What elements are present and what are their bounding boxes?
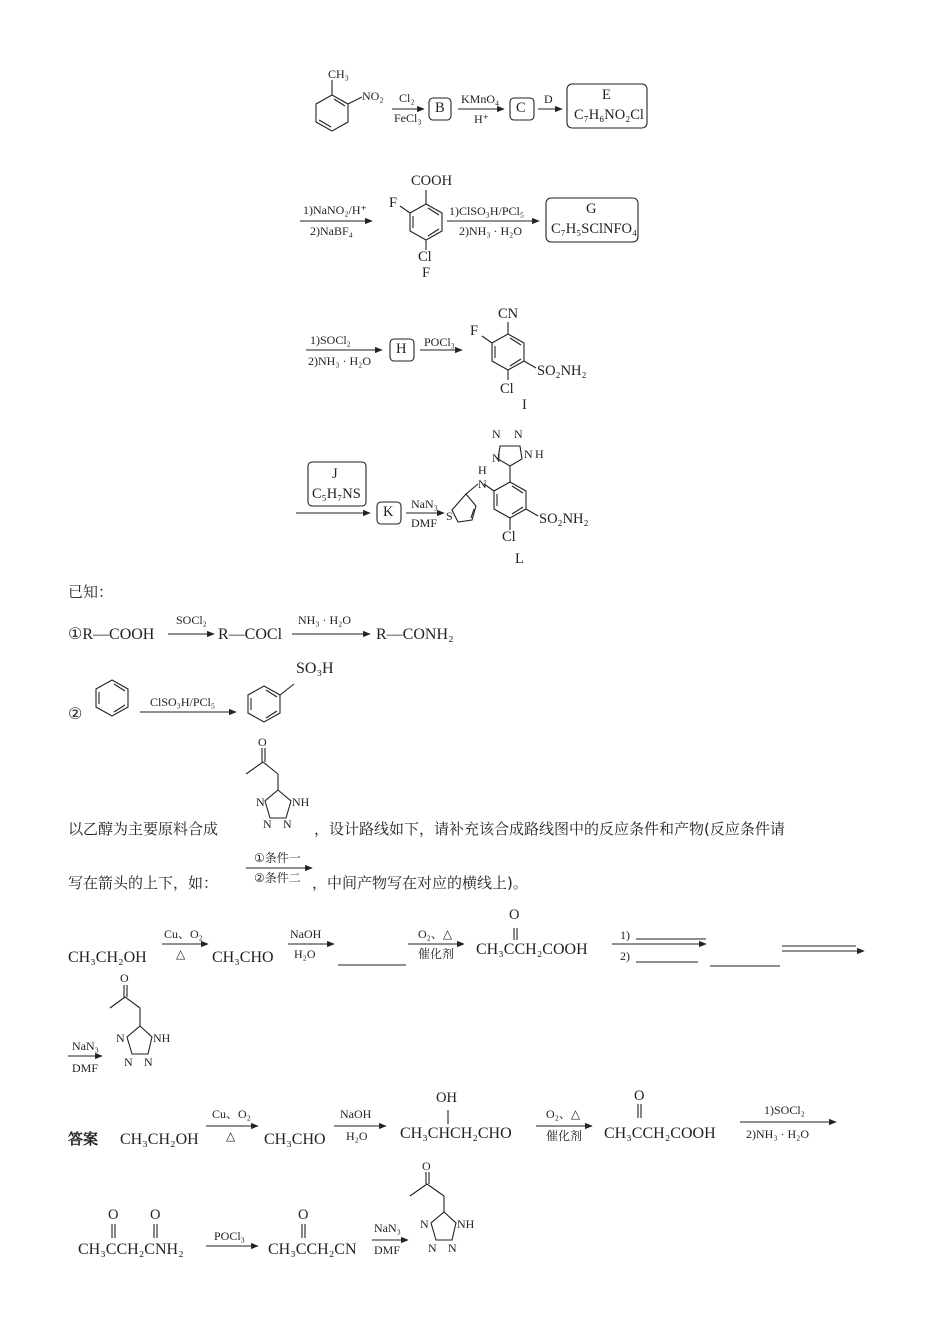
answer-cond-pocl3: POCl₃ (214, 1229, 245, 1243)
blank-ethanol: CH₃CH₂OH (68, 949, 147, 966)
f-label-2: F (389, 195, 398, 211)
blank-tet-o: O (120, 971, 129, 985)
answer-oh: OH (436, 1090, 457, 1106)
answer-keto-acid: CH₃CCH₂COOH (604, 1125, 716, 1142)
known-r1-mid: R—COCl (218, 626, 283, 643)
answer-tet-o: O (422, 1159, 431, 1173)
answer-tet-n3: N (448, 1241, 457, 1255)
cn-label: CN (498, 306, 519, 322)
blank-keto-acid: CH₃CCH₂COOH (476, 941, 588, 958)
answer-label: 答案 (68, 1130, 99, 1148)
cond-fecl3: FeCl₃ (394, 111, 422, 125)
label-b: B (435, 100, 445, 116)
target-o: O (258, 735, 267, 749)
blank-tet-nh: NH (153, 1031, 171, 1045)
amine-h: H (478, 463, 487, 477)
cond-h-plus: H⁺ (474, 112, 489, 126)
example-cond-top: ①条件一 (254, 851, 301, 865)
answer-keto-nitrile: CH₃CCH₂CN (268, 1241, 357, 1258)
answer-cond-socl2: 1)SOCl₂ (764, 1103, 805, 1117)
blank-cond-heat: △ (176, 947, 186, 961)
blank-cond-dmf: DMF (72, 1061, 99, 1075)
known-r2-prefix: ② (68, 706, 83, 723)
thiophene-s: S (446, 509, 453, 523)
known-so3h: SO₃H (296, 660, 334, 677)
answer-cond-heat: △ (226, 1129, 236, 1143)
blank-cond-catalyst: 催化剂 (418, 947, 455, 961)
question-line1-left: 以乙醇为主要原料合成 (68, 820, 219, 838)
question-line2-left: 写在箭头的上下，如： (68, 874, 219, 892)
formula-g: C₇H₅SClNFO₄ (551, 221, 638, 237)
blank-cond-cu: Cu、O₂ (164, 927, 203, 941)
formula-j: C₅H₇NS (312, 486, 361, 502)
cond-nan3-1: NaN₃ (411, 497, 438, 511)
answer-tet-nh: NH (457, 1217, 475, 1231)
blank-acetaldehyde: CH₃CHO (212, 949, 274, 966)
cond-nh3-h2o-2: 2)NH₃ · H₂O (308, 354, 372, 368)
benzene-structure (96, 680, 128, 716)
benzenesulfonic-acid-structure (248, 684, 294, 722)
answer-cond-catalyst: 催化剂 (546, 1129, 583, 1143)
cooh-label: COOH (411, 173, 453, 189)
tetrazole-n-c: N (492, 451, 501, 465)
answer-cond-dmf: DMF (374, 1243, 401, 1257)
blank-tet-n2: N (124, 1055, 133, 1069)
answer-cond-nh3: 2)NH₃ · H₂O (746, 1127, 810, 1141)
compound-l-name: L (515, 551, 524, 567)
label-j: J (332, 466, 338, 482)
blank-cond-naoh: NaOH (290, 927, 322, 941)
answer-cond-h2o: H₂O (346, 1129, 368, 1143)
tetrazole-h: H (535, 447, 544, 461)
cond-pocl3-1: POCl₃ (424, 335, 455, 349)
label-c: C (516, 100, 526, 116)
cl-label-2: Cl (418, 249, 432, 265)
example-cond-bot: ②条件二 (254, 871, 301, 885)
answer-cond-o2: O₂、△ (546, 1107, 581, 1121)
question-line1-right: ，设计路线如下，请补充该合成路线图中的反应条件和产物(反应条件请 (314, 820, 785, 838)
known-heading: 已知： (68, 583, 114, 601)
blank-cond-nan3: NaN₃ (72, 1039, 99, 1053)
so2nh2-label-1: SO₂NH₂ (537, 363, 587, 379)
cond-nano2: 1)NaNO₂/H⁺ (303, 203, 367, 217)
tetrazole-n-a: N (492, 427, 501, 441)
known-r1-product: R—CONH₂ (376, 626, 454, 643)
blank-tet-n1: N (116, 1031, 125, 1045)
cond-clso3h: 1)ClSO₃H/PCl₅ (449, 204, 525, 218)
blank-keto-o: O (509, 907, 520, 923)
answer-o-4: O (298, 1207, 309, 1223)
answer-ethanol: CH₃CH₂OH (120, 1131, 199, 1148)
no2-label: NO₂ (362, 89, 384, 103)
target-n1: N (256, 795, 265, 809)
tetrazole-n-b: N (514, 427, 523, 441)
compound-i-structure (482, 322, 536, 380)
blank-tet-n3: N (144, 1055, 153, 1069)
tetrazole-n-d: N (524, 447, 533, 461)
amine-n: N (478, 477, 487, 491)
cond-kmno4: KMnO₄ (461, 92, 500, 106)
cond-cl2: Cl₂ (399, 91, 415, 105)
answer-tet-n2: N (428, 1241, 437, 1255)
blank-cond-o2: O₂、△ (418, 927, 453, 941)
answer-acetaldehyde: CH₃CHO (264, 1131, 326, 1148)
known-r1-reactant: ①R—COOH (68, 626, 155, 643)
fluoro-chlorobenzoic-acid-structure (400, 190, 442, 250)
f-label-3: F (470, 323, 479, 339)
known-cond-socl2: SOCl₂ (176, 613, 207, 627)
so2nh2-label-2: SO₂NH₂ (539, 511, 589, 527)
answer-cond-cu: Cu、O₂ (212, 1107, 251, 1121)
question-line2-right: ，中间产物写在对应的横线上)。 (312, 874, 528, 892)
answer-keto-amide: CH₃CCH₂CNH₂ (78, 1241, 184, 1258)
answer-o-2: O (108, 1207, 119, 1223)
answer-cond-nan3: NaN₃ (374, 1221, 401, 1235)
label-g: G (586, 201, 597, 217)
cond-socl2-1: 1)SOCl₂ (310, 333, 351, 347)
label-k: K (383, 504, 394, 520)
blank-cond-2-num: 2) (620, 949, 630, 963)
cond-d: D (544, 92, 553, 106)
ch3-label: CH₃ (328, 67, 349, 81)
formula-e: C₇H₆NO₂Cl (574, 107, 644, 123)
cond-nh3-h2o-1: 2)NH₃ · H₂O (459, 224, 523, 238)
o-nitrotoluene-structure (316, 80, 362, 131)
known-cond-nh3: NH₃ · H₂O (298, 613, 352, 627)
target-nh: NH (292, 795, 310, 809)
compound-f-name: F (422, 265, 431, 281)
answer-aldol: CH₃CHCH₂CHO (400, 1125, 512, 1142)
answer-o-3: O (150, 1207, 161, 1223)
answer-tetrazole-structure (410, 1172, 456, 1240)
cl-label-3: Cl (500, 381, 514, 397)
label-h: H (396, 341, 407, 357)
cl-label-4: Cl (502, 529, 516, 545)
label-e: E (602, 87, 611, 103)
compound-i-name: I (522, 397, 527, 413)
known-cond-clso3h: ClSO₃H/PCl₅ (150, 695, 216, 709)
answer-tet-n1: N (420, 1217, 429, 1231)
cond-dmf-1: DMF (411, 516, 438, 530)
target-n2: N (263, 817, 272, 831)
answer-cond-naoh: NaOH (340, 1107, 372, 1121)
target-n3: N (283, 817, 292, 831)
answer-o-1: O (634, 1088, 645, 1104)
blank-cond-h2o: H₂O (294, 947, 316, 961)
target-tetrazole-structure (246, 748, 291, 818)
cond-nabf4: 2)NaBF₄ (310, 224, 353, 238)
blank-cond-1-num: 1) (620, 928, 630, 942)
